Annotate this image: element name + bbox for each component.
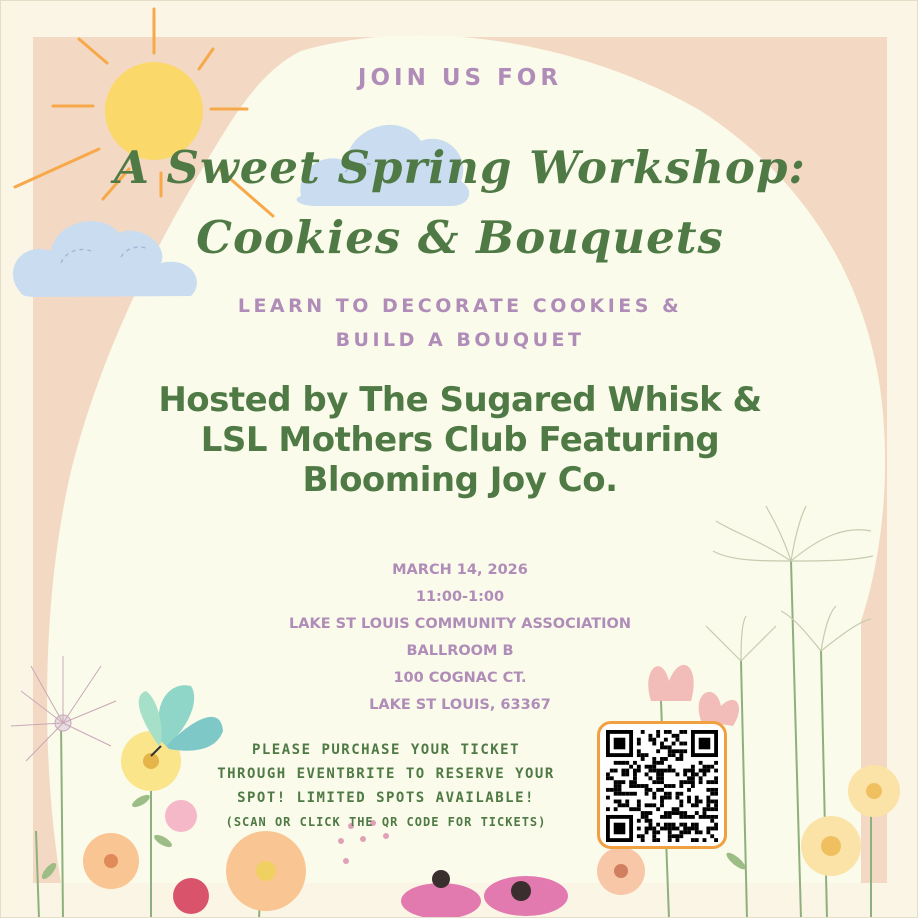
qr-code-link[interactable] xyxy=(597,721,727,849)
cta-line-3: SPOT! LIMITED SPOTS AVAILABLE! xyxy=(237,790,535,806)
intro-text: JOIN US FOR xyxy=(357,65,563,91)
event-room: BALLROOM B xyxy=(406,643,514,659)
ticket-call-to-action xyxy=(171,738,601,834)
cta-line-2: THROUGH EVENTBRITE TO RESERVE YOUR xyxy=(217,766,555,782)
event-city: LAKE ST LOUIS, 63367 xyxy=(369,697,551,713)
event-title: A Sweet Spring Workshop: Cookies & Bouquets xyxy=(113,141,807,264)
event-subtitle: LEARN TO DECORATE COOKIES & BUILD A BOUQUET xyxy=(237,295,683,351)
event-time: 11:00-1:00 xyxy=(415,589,505,605)
event-details xyxy=(1,557,918,719)
qr-code-icon xyxy=(606,730,718,842)
cta-line-1: PLEASE PURCHASE YOUR TICKET xyxy=(251,742,521,758)
hosts-line: Hosted by The Sugared Whisk & LSL Mothers Club Featuring Blooming Joy Co. xyxy=(158,380,762,500)
event-date: MARCH 14, 2026 xyxy=(392,562,528,578)
cta-line-4: (SCAN OR CLICK THE QR CODE FOR TICKETS) xyxy=(225,815,547,829)
event-address: 100 COGNAC CT. xyxy=(393,670,527,686)
event-venue: LAKE ST LOUIS COMMUNITY ASSOCIATION xyxy=(289,616,631,632)
